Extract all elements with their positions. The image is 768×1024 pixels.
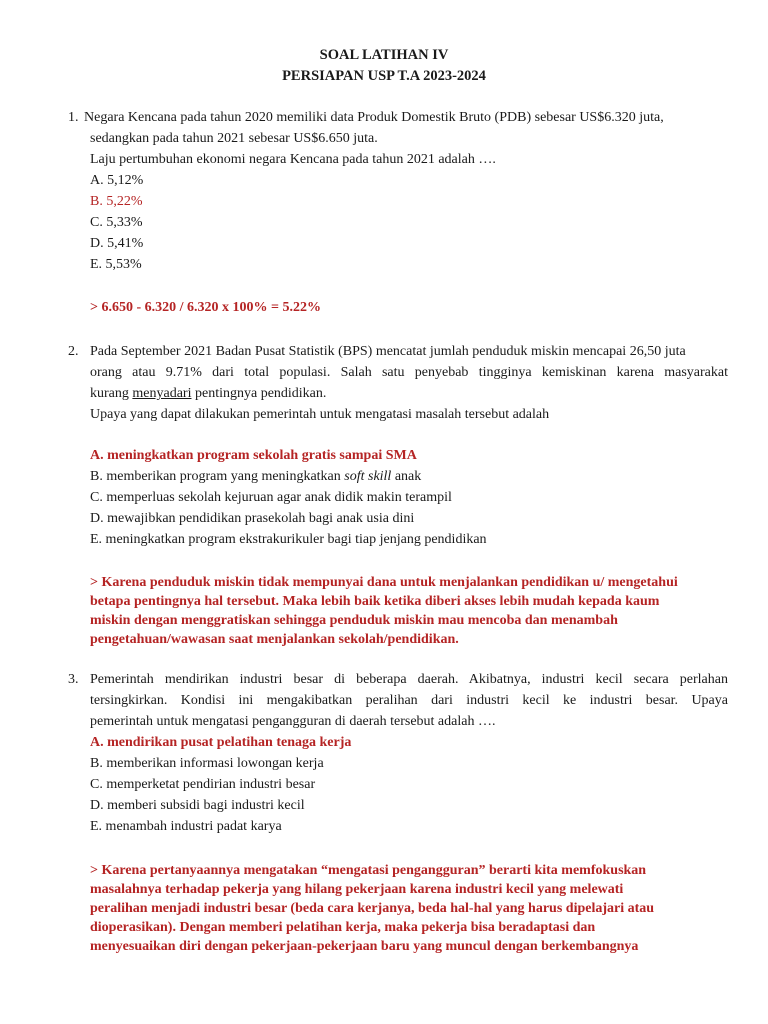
question-2-options <box>68 445 728 550</box>
option-text: B. memberikan program yang meningkatkan <box>90 469 345 484</box>
option-e: E. 5,53% <box>90 257 142 272</box>
option-d: D. memberi subsidi bagi industri kecil <box>90 798 305 813</box>
answer-explanation-3 <box>90 861 730 956</box>
option-c: C. memperketat pendirian industri besar <box>90 777 316 792</box>
question-text <box>90 341 728 425</box>
question-1 <box>68 107 728 275</box>
question-prompt: pemerintah untuk mengatasi pengangguran di daerah tersebut adalah …. <box>90 714 496 729</box>
option-a-correct: A. meningkatkan program sekolah gratis sampai SMA <box>90 448 417 463</box>
question-text <box>84 107 728 170</box>
document-subtitle: PERSIAPAN USP T.A 2023-2024 <box>282 68 486 84</box>
question-number: 1. <box>68 110 79 125</box>
option-e: E. meningkatkan program ekstrakurikuler bagi tiap jenjang pendidikan <box>90 532 487 547</box>
explanation-line: miskin dengan menggratiskan sehingga penduduk miskin mau mencoba dan menambah <box>90 613 618 628</box>
explanation-line: pengetahuan/wawasan saat menjalankan sekolah/pendidikan. <box>90 632 459 647</box>
question-3 <box>68 669 728 837</box>
question-number: 2. <box>68 344 79 359</box>
explanation-line: > Karena pertanyaannya mengatakan “mengatasi pengangguran” berarti kita memfokuskan <box>90 863 647 878</box>
question-2 <box>68 341 728 425</box>
option-a: A. 5,12% <box>90 173 144 188</box>
explanation-line: betapa pentingnya hal tersebut. Maka lebih baik ketika diberi akses lebih mudah kepada kaum <box>90 594 660 609</box>
explanation-line: dioperasikan). Dengan memberi pelatihan kerja, maka pekerja bisa beradaptasi dan <box>90 920 596 935</box>
text-fragment: kurang <box>90 386 133 401</box>
question-prompt: Laju pertumbuhan ekonomi negara Kencana pada tahun 2021 adalah …. <box>90 152 496 167</box>
question-text-line: sedangkan pada tahun 2021 sebesar US$6.650 juta. <box>90 131 378 146</box>
option-c: C. 5,33% <box>90 215 143 230</box>
answer-explanation-2 <box>90 573 730 649</box>
explanation-line: masalahnya terhadap pekerja yang hilang pekerjaan karena industri kecil yang melewati <box>90 882 624 897</box>
question-text-line: Pada September 2021 Badan Pusat Statistik (BPS) mencatat jumlah penduduk miskin mencapai 26,50 juta <box>90 344 686 359</box>
option-text: anak <box>391 469 422 484</box>
option-b <box>90 466 728 487</box>
option-d: D. mewajibkan pendidikan prasekolah bagi anak usia dini <box>90 511 415 526</box>
question-text-line <box>90 383 728 404</box>
question-text-line: orang atau 9.71% dari total populasi. Salah satu penyebab tingginya kemiskinan karena masyarakat <box>90 365 728 380</box>
option-list <box>90 445 728 550</box>
explanation-line: > Karena penduduk miskin tidak mempunyai dana untuk menjalankan pendidikan u/ mengetahui <box>90 575 678 590</box>
text-fragment: pentingnya pendidikan. <box>191 386 327 401</box>
explanation-line: menyesuaikan diri dengan pekerjaan-pekerjaan baru yang muncul dengan berkembangnya <box>90 939 639 954</box>
option-c: C. memperluas sekolah kejuruan agar anak didik makin terampil <box>90 490 452 505</box>
question-text-line: tersingkirkan. Kondisi ini mengakibatkan peralihan dari industri kecil ke industri besar. Upaya <box>90 693 728 708</box>
option-b: B. memberikan informasi lowongan kerja <box>90 756 324 771</box>
question-text-line: Negara Kencana pada tahun 2020 memiliki data Produk Domestik Bruto (PDB) sebesar US$6.320 juta, <box>84 110 664 125</box>
option-a-correct: A. mendirikan pusat pelatihan tenaga kerja <box>90 735 352 750</box>
option-d: D. 5,41% <box>90 236 144 251</box>
question-text-line: Pemerintah mendirikan industri besar di beberapa daerah. Akibatnya, industri kecil secara perlahan <box>90 672 728 687</box>
question-prompt: Upaya yang dapat dilakukan pemerintah untuk mengatasi masalah tersebut adalah <box>90 407 550 422</box>
option-emphasis: soft skill <box>344 469 392 484</box>
option-b-correct: B. 5,22% <box>90 194 143 209</box>
underlined-word: menyadari <box>132 386 192 401</box>
option-list <box>90 170 728 275</box>
question-number: 3. <box>68 672 79 687</box>
option-e: E. menambah industri padat karya <box>90 819 282 834</box>
option-list <box>90 732 728 837</box>
question-text <box>90 669 728 732</box>
document-title: SOAL LATIHAN IV <box>319 47 449 63</box>
answer-explanation-1: > 6.650 - 6.320 / 6.320 x 100% = 5.22% <box>90 300 322 315</box>
explanation-line: peralihan menjadi industri besar (beda cara kerjanya, beda hal-hal yang harus dipelajari atau <box>90 901 655 916</box>
